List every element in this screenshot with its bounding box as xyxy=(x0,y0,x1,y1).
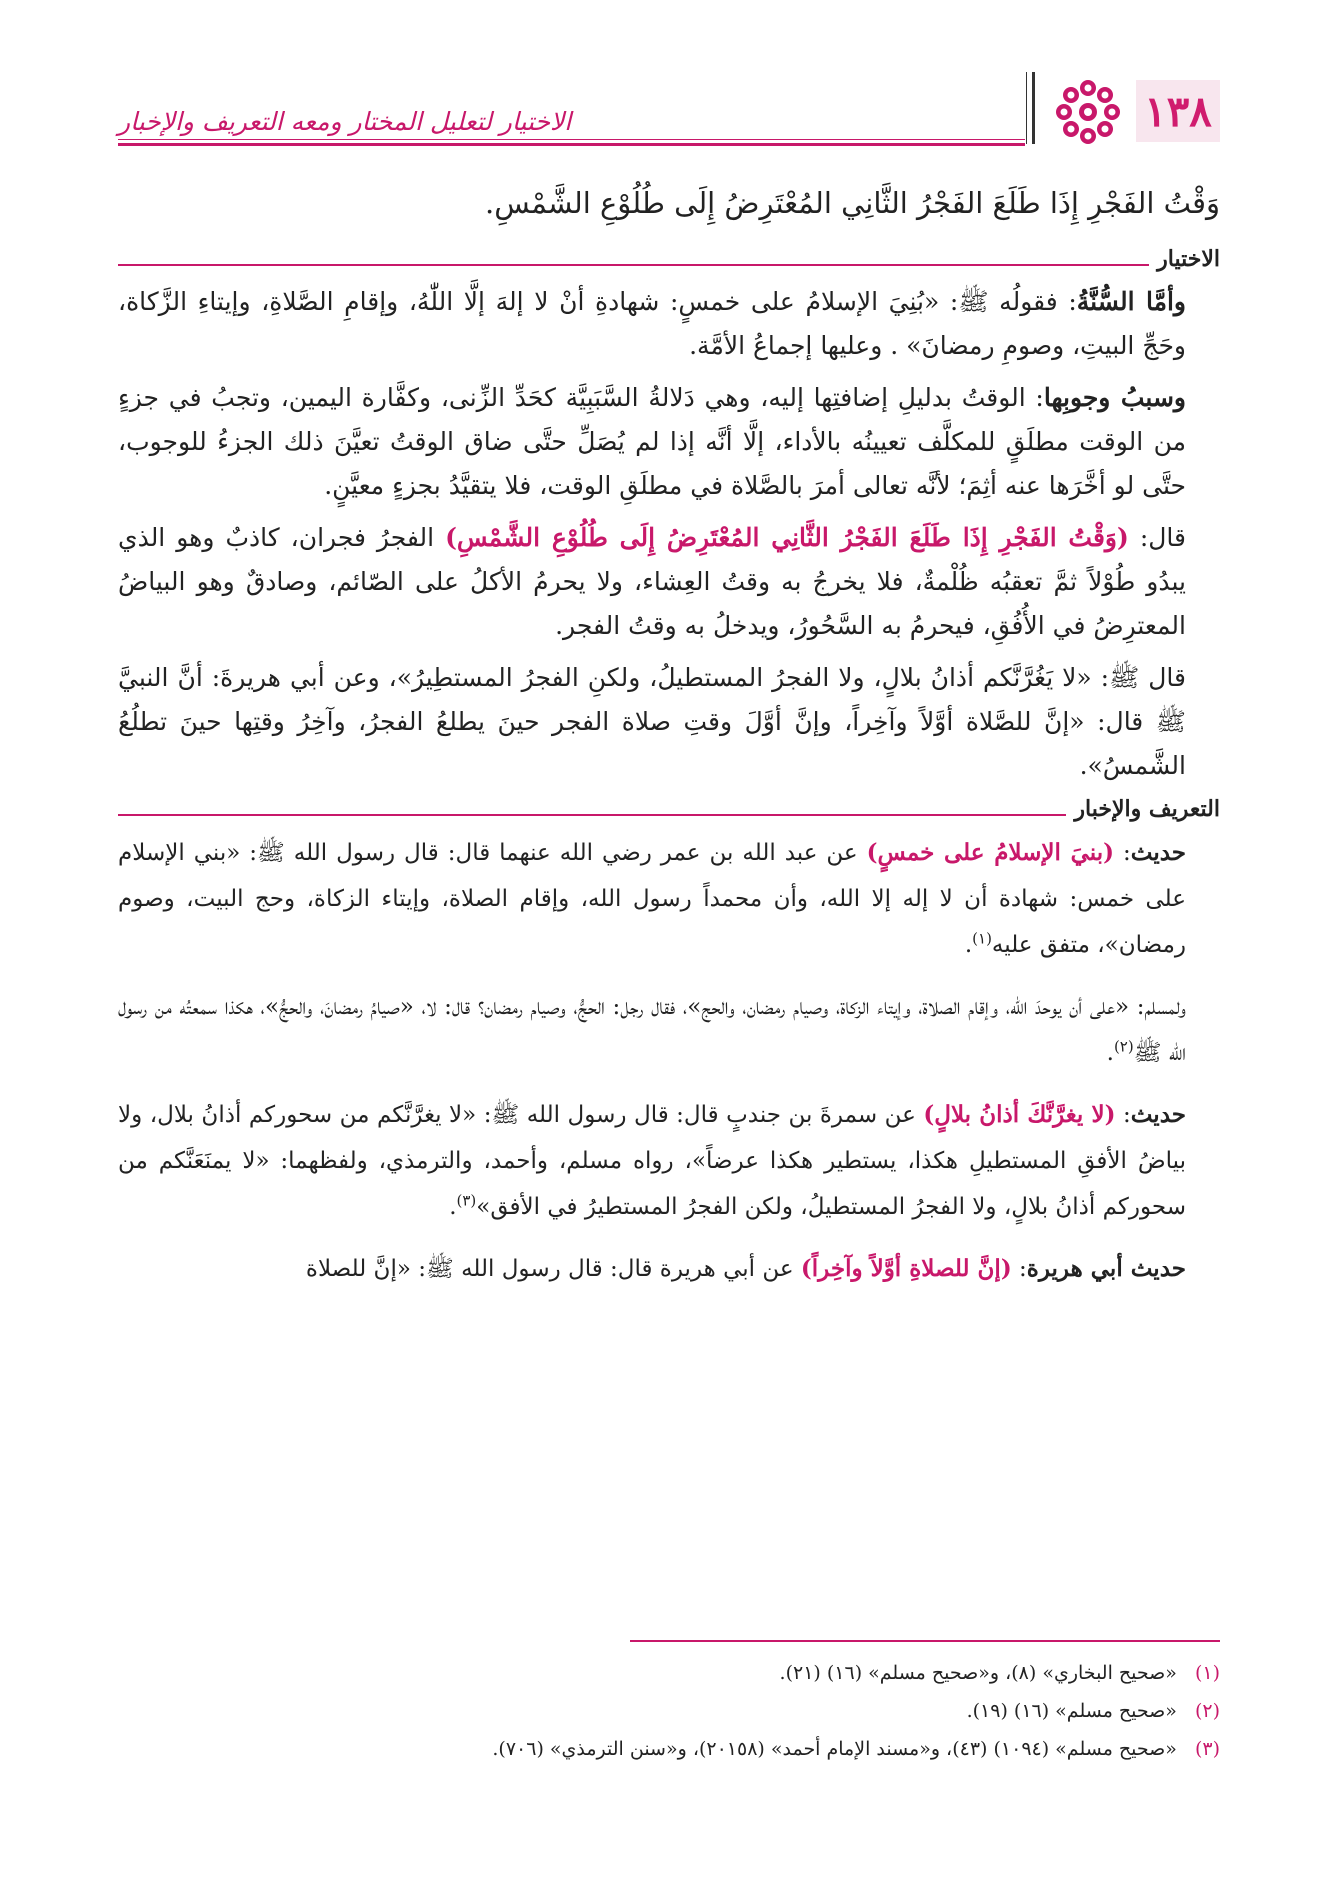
running-title: الاختيار لتعليل المختار ومعه التعريف والإخبار xyxy=(118,107,572,136)
footnote-item: (١)«صحيح البخاري» (٨)، و«صحيح مسلم» (١٦) (٢١). xyxy=(779,1662,1220,1684)
section-heading-tarif: التعريف والإخبار xyxy=(118,792,1220,826)
matn-line: وَقْتُ الفَجْرِ إِذَا طَلَعَ الفَجْرُ الثَّانِي المُعْتَرِضُ إِلَى طُلُوْعِ الشَّمْسِ. xyxy=(485,186,1220,220)
footnotes xyxy=(118,1654,1220,1768)
hadith-abu-hurayra: حديث أبي هريرة: (إنَّ للصلاةِ أوَّلاً وآخِراً) عن أبي هريرة قال: قال رسول الله ﷺ: «إنَّ للصلاة xyxy=(305,1255,1186,1282)
footnote-ref[interactable]: (١) xyxy=(972,929,992,948)
paragraph-sabab: وسببُ وجوبِها: الوقتُ بدليلِ إضافتِها إليه، وهي دَلالةُ السَّبَبِيَّة كحَدِّ الزِّنى، وكفَّارة اليمين، وتجبُ في جزءٍ من الوقت مطلَقٍ للمكلَّف تعيينُه بالأداء، إلَّا أنَّه إذا لم يُصَلِّ حتَّى ضاق الوقتُ تعيَّنَ ذلك الجزءُ للوجوب، حتَّى لو أخَّرَها عنه أثِمَ؛ لأنَّه تعالى أمرَ بالصَّلاة في مطلَقِ الوقت، فلا يتقيَّدُ بجزءٍ معيَّنٍ. xyxy=(118,383,1186,500)
hadith-islam-khams: حديث: (بنيَ الإسلامُ على خمسٍ) عن عبد الله بن عمر رضي الله عنهما قال: قال رسول الله ﷺ: «بني الإسلام على خمس: شهادة أن لا إله إلا الله، وأن محمداً رسول الله، وإقام الصلاة، وإيتاء الزكاة، وحج البيت، وصوم رمضان»، متفق عليه$^{(١)}$. xyxy=(118,839,1187,958)
section-rule xyxy=(118,264,1149,266)
rosette-ornament-icon xyxy=(1052,76,1124,148)
hadith-bilal: حديث: (لا يغرَّنَّكَ أذانُ بلالٍ) عن سمرةَ بن جندبٍ قال: قال رسول الله ﷺ: «لا يغرَّنَّكم من سحوركم أذانُ بلال، ولا بياضُ الأفقِ المستطيلِ هكذا، يستطير هكذا عرضاً»، رواه مسلم، وأحمد، والترمذي، ولفظهما: «لا يمنَعَنَّكم من سحوركم أذانُ بلالٍ، ولا الفجرُ المستطيلُ، ولكن الفجرُ المستطيرُ في الأفق»$^{(٣)}$. xyxy=(118,1101,1186,1220)
page-number: ١٣٨ xyxy=(1136,80,1220,142)
paragraph-qala-fajr: قال: (وَقْتُ الفَجْرِ إِذَا طَلَعَ الفَجْرُ الثَّانِي المُعْتَرِضُ إِلَى طُلُوْعِ الشَّمْسِ) الفجرُ فجران، كاذبٌ وهو الذي يبدُو طُوْلاً ثمَّ تعقبُه ظُلْمةٌ، فلا يخرجُ به وقتُ العِشاء، ولا يحرمُ الأكلُ على الصّائم، وصادقٌ وهو البياضُ المعترِضُ في الأُفُقِ، فيحرمُ به السَّحُورُ، ويدخلُ به وقتُ الفجر. xyxy=(118,523,1186,640)
footnote-separator xyxy=(630,1640,1220,1642)
hadith-muslim: ولمسلم: «على أن يوحدَ الله، وإقام الصلاة، وإيتاء الزكاة، وصيام رمضان، والحج»، فقال رجل: الحجُّ، وصيام رمضان؟ قال: لا، «صيامُ رمضانَ، والحجُّ»، هكذا سمعتُه من رسول الله ﷺ$^{(٢)}$. xyxy=(118,994,1186,1066)
page-header xyxy=(118,70,1220,150)
footnote-item: (٢)«صحيح مسلم» (١٦) (١٩). xyxy=(966,1700,1220,1722)
page-body xyxy=(118,178,1220,1292)
section-rule xyxy=(118,814,1066,816)
header-divider xyxy=(1032,72,1035,144)
footnote-ref[interactable]: (٣) xyxy=(456,1191,477,1210)
section-heading-ikhtiyar: الاختيار xyxy=(118,242,1220,276)
footnote-ref[interactable]: (٢) xyxy=(1113,1037,1134,1056)
header-rule xyxy=(118,143,1025,146)
header-divider-thin xyxy=(1026,72,1027,144)
paragraph-bilal: قال ﷺ: «لا يَغُرَّنَّكم أذانُ بلالٍ، ولا الفجرُ المستطيلُ، ولكنِ الفجرُ المستطِيرُ»، وعن أبي هريرةَ: أنَّ النبيَّ ﷺ قال: «إنَّ للصَّلاة أوَّلاً وآخِراً، وإنَّ أوَّلَ وقتِ صلاة الفجر حينَ يطلعُ الفجرُ، وآخِرُ وقتِها حينَ تطلُعُ الشَّمسُ». xyxy=(118,663,1186,780)
header-rule-thin xyxy=(118,139,1025,140)
paragraph-sunnah: وأمَّا السُّنَّةُ: فقولُه ﷺ: «بُنِيَ الإسلامُ على خمسٍ: شهادةِ أنْ لا إلهَ إلَّا اللّٰهُ، وإقامِ الصَّلاةِ، وإيتاءِ الزَّكاة، وحَجِّ البيتِ، وصومِ رمضانَ» . وعليها إجماعُ الأمَّة. xyxy=(118,287,1186,360)
running-header xyxy=(118,70,1035,150)
footnote-item: (٣)«صحيح مسلم» (١٠٩٤) (٤٣)، و«مسند الإمام أحمد» (٢٠١٥٨)، و«سنن الترمذي» (٧٠٦). xyxy=(492,1738,1220,1760)
book-page xyxy=(118,70,1220,1860)
